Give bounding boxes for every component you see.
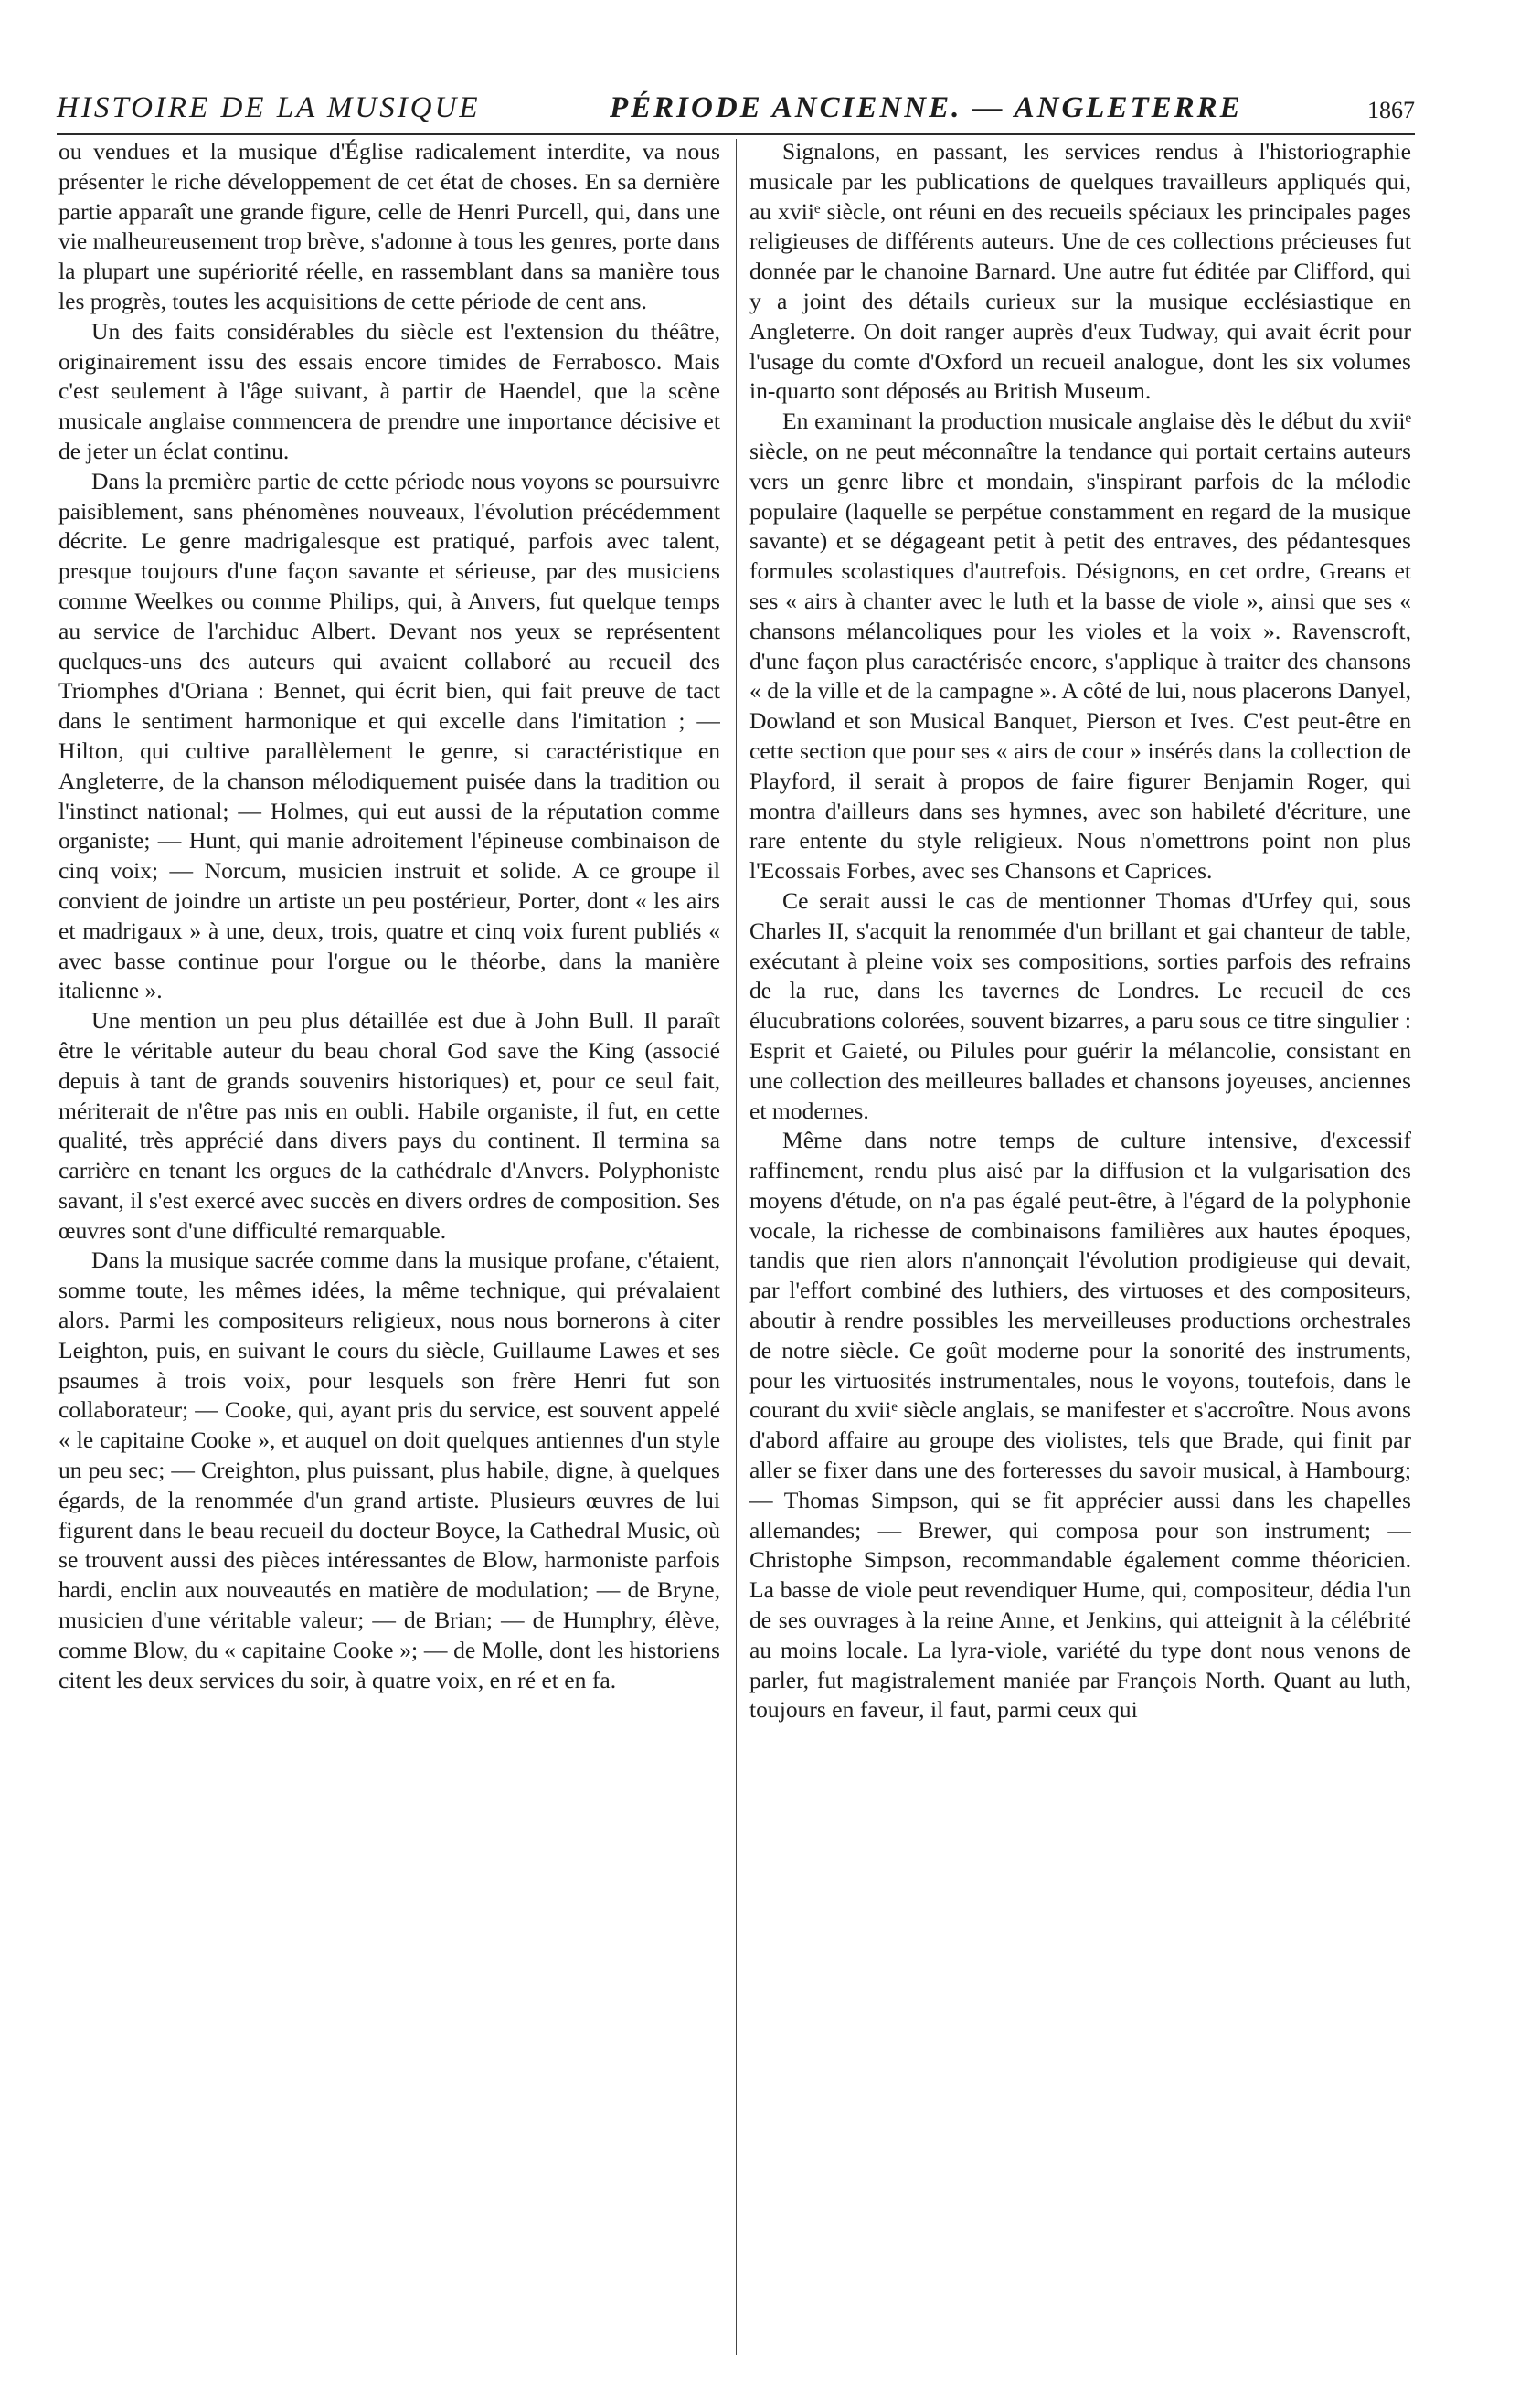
paragraph: En examinant la production musicale anglaise dès le début du xviiᵉ siècle, on ne peut méconnaître la tendance qui portait certains auteurs vers un genre libre et mondain, s'inspirant parfois de la mélodie populaire (laquelle se perpétue constamment en regard de la musique savante) et se dégageant petit à petit des entraves, des pédantesques formules scolastiques d'autrefois. Désignons, en cet ordre, Greans et ses « airs à chanter avec le luth et la basse de viole », ainsi que ses « chansons mélancoliques pour les violes et la voix ». Ravenscroft, d'une façon plus caractérisée encore, s'applique à traiter des chansons « de la ville et de la campagne ». A côté de lui, nous placerons Danyel, Dowland et son Musical Banquet, Pierson et Ives. C'est peut-être en cette section que pour ses « airs de cour » insérés dans la collection de Playford, il serait à propos de faire figurer Benjamin Roger, qui montra d'ailleurs dans ses hymnes, avec son habileté d'écriture, une rare entente du style religieux. Nous n'omettrons point non plus l'Ecossais Forbes, avec ses Chansons et Caprices.	[749, 408, 1411, 885]
paragraph: Signalons, en passant, les services rendus à l'historiographie musicale par les publications de quelques travailleurs appliqués qui, au xviiᵉ siècle, ont réuni en des recueils spéciaux les principales pages religieuses de différents auteurs. Une de ces collections précieuses fut donnée par le chanoine Barnard. Une autre fut éditée par Clifford, qui y a joint des détails curieux sur la musique ecclésiastique en Angleterre. On doit ranger auprès d'eux Tudway, qui avait écrit pour l'usage du comte d'Oxford un recueil analogue, dont les six volumes in-quarto sont déposés au British Museum.	[749, 138, 1411, 405]
header-section-title: PÉRIODE ANCIENNE. — ANGLETERRE	[610, 91, 1243, 124]
header-book-title: HISTOIRE DE LA MUSIQUE	[57, 91, 481, 124]
column-divider	[736, 139, 737, 2355]
right-column	[749, 137, 1411, 2367]
running-header	[57, 88, 1415, 135]
page-number: 1867	[1367, 97, 1415, 123]
paragraph: Dans la première partie de cette période nous voyons se poursuivre paisiblement, sans phénomènes nouveaux, l'évolution précédemment décrite. Le genre madrigalesque est pratiqué, parfois avec talent, presque toujours d'une façon savante et sérieuse, par des musiciens comme Weelkes ou comme Philips, qui, à Anvers, fut quelque temps au service de l'archiduc Albert. Devant nos yeux se représentent quelques-uns des auteurs qui avaient collaboré au recueil des Triomphes d'Oriana : Bennet, qui écrit bien, qui fait preuve de tact dans le sentiment harmonique et qui excelle dans l'imitation ; — Hilton, qui cultive parallèlement le genre, si caractéristique en Angleterre, de la chanson mélodiquement puisée dans la tradition ou l'instinct national; — Holmes, qui eut aussi de la réputation comme organiste; — Hunt, qui manie adroitement l'épineuse combinaison de cinq voix; — Norcum, musicien instruit et solide. A ce groupe il convient de joindre un artiste un peu postérieur, Porter, dont « les airs et madrigaux » à une, deux, trois, quatre et cinq voix furent publiés « avec basse continue pour l'orgue ou le théorbe, dans la manière italienne ».	[58, 467, 720, 1004]
paragraph: ou vendues et la musique d'Église radicalement interdite, va nous présenter le riche développement de cet état de choses. En sa dernière partie apparaît une grande figure, celle de Henri Purcell, qui, dans une vie malheureusement trop brève, s'adonne à tous les genres, porte dans la plupart une supériorité réelle, en rassemblant dans sa manière tous les progrès, toutes les acquisitions de cette période de cent ans.	[58, 138, 720, 314]
paragraph: Une mention un peu plus détaillée est due à John Bull. Il paraît être le véritable auteur du beau choral God save the King (associé depuis à tant de grands souvenirs historiques) et, pour ce seul fait, mériterait de n'être pas mis en oubli. Habile organiste, il fut, en cette qualité, très apprécié dans divers pays du continent. Il termina sa carrière en tenant les orgues de la cathédrale d'Anvers. Polyphoniste savant, il s'est exercé avec succès en divers ordres de composition. Ses œuvres sont d'une difficulté remarquable.	[58, 1007, 720, 1244]
left-column	[58, 137, 720, 2367]
paragraph: Un des faits considérables du siècle est l'extension du théâtre, originairement issu des essais encore timides de Ferrabosco. Mais c'est seulement à l'âge suivant, à partir de Haendel, que la scène musicale anglaise commencera de prendre une importance décisive et de jeter un éclat continu.	[58, 317, 720, 464]
paragraph: Même dans notre temps de culture intensive, d'excessif raffinement, rendu plus aisé par la diffusion et la vulgarisation des moyens d'étude, on n'a pas égalé peut-être, à l'égard de la polyphonie vocale, la richesse de combinaisons familières aux hautes époques, tandis que rien alors n'annonçait l'évolution prodigieuse qui devait, par l'effort combiné des luthiers, des virtuoses et des compositeurs, aboutir à rendre possibles les merveilleuses productions orchestrales de notre siècle. Ce goût moderne pour la sonorité des instruments, pour les virtuosités instrumentales, nous le voyons, toutefois, dans le courant du xviiᵉ siècle anglais, se manifester et s'accroître. Nous avons d'abord affaire au groupe des violistes, tels que Brade, qui finit par aller se fixer dans une des forteresses du savoir musical, à Hambourg; — Thomas Simpson, qui se fit apprécier aussi dans les chapelles allemandes; — Brewer, qui composa pour son instrument; — Christophe Simpson, recommandable également comme théoricien. La basse de viole peut revendiquer Hume, qui, compositeur, dédia l'un de ses ouvrages à la reine Anne, et Jenkins, qui atteignit à la célébrité au moins locale. La lyra-viole, variété du type dont nous venons de parler, fut magistralement maniée par François North. Quant au luth, toujours en faveur, il faut, parmi ceux qui	[749, 1127, 1411, 1724]
paragraph: Ce serait aussi le cas de mentionner Thomas d'Urfey qui, sous Charles II, s'acquit la renommée d'un brillant et gai chanteur de table, exécutant à pleine voix ses compositions, sorties parfois des refrains de la rue, dans les tavernes de Londres. Le recueil de ces élucubrations colorées, souvent bizarres, a paru sous ce titre singulier : Esprit et Gaieté, ou Pilules pour guérir la mélancolie, consistant en une collection des meilleures ballades et chansons joyeuses, anciennes et modernes.	[749, 886, 1411, 1124]
paragraph: Dans la musique sacrée comme dans la musique profane, c'étaient, somme toute, les mêmes idées, la même technique, qui prévalaient alors. Parmi les compositeurs religieux, nous nous bornerons à citer Leighton, puis, en suivant le cours du siècle, Guillaume Lawes et ses psaumes à trois voix, pour lesquels son frère Henri fut son collaborateur; — Cooke, qui, ayant pris du service, est souvent appelé « le capitaine Cooke », et auquel on doit quelques antiennes d'un style un peu sec; — Creighton, plus puissant, plus habile, digne, à quelques égards, de la renommée d'un grand artiste. Plusieurs œuvres de lui figurent dans le beau recueil du docteur Boyce, la Cathedral Music, où se trouvent aussi des pièces intéressantes de Blow, harmoniste parfois hardi, enclin aux nouveautés en matière de modulation; — de Bryne, musicien d'une véritable valeur; — de Brian; — de Humphry, élève, comme Blow, du « capitaine Cooke »; — de Molle, dont les historiens citent les deux services du soir, à quatre voix, en ré et en fa.	[58, 1246, 720, 1693]
